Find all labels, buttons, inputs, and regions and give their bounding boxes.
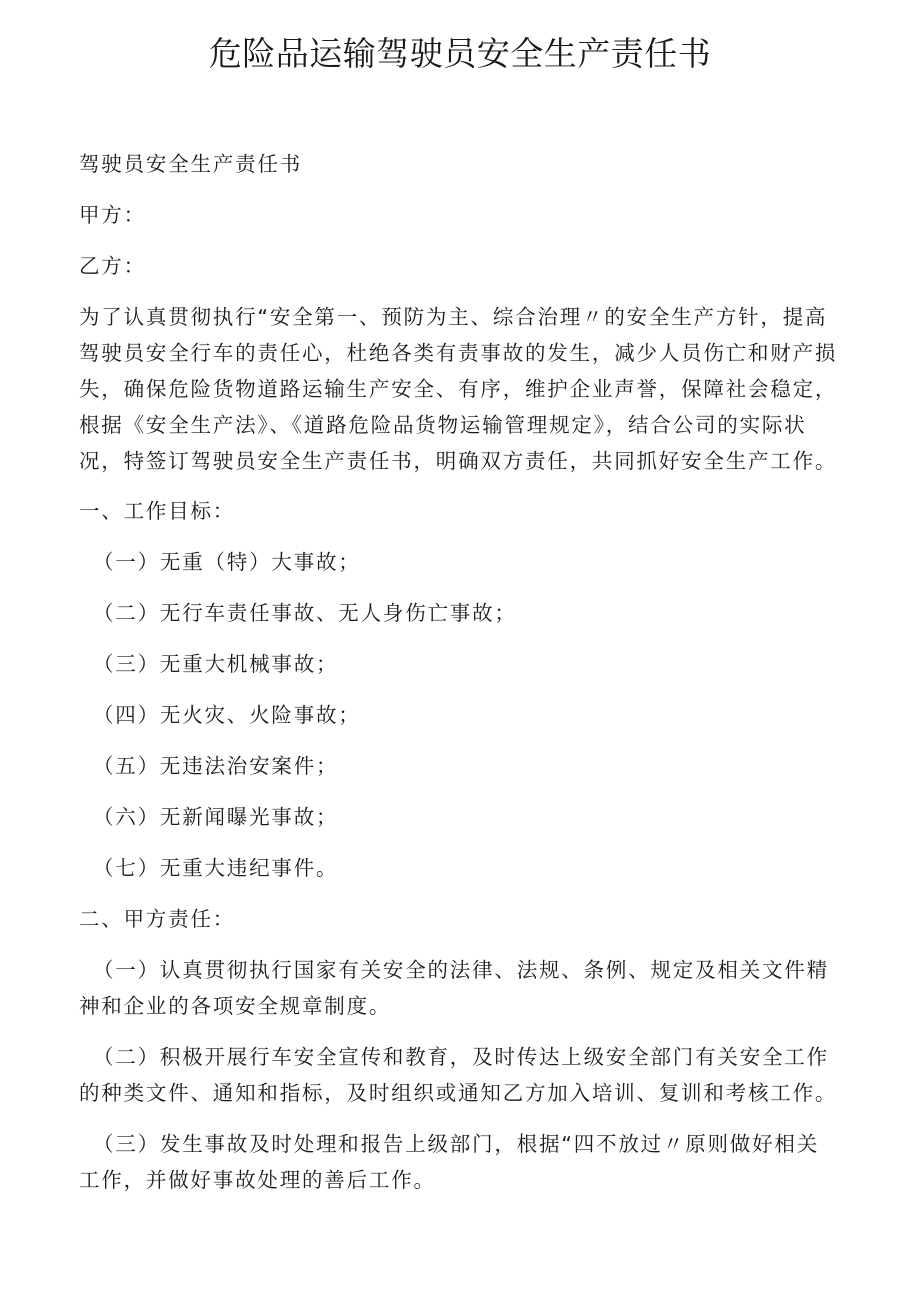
document-title: 危险品运输驾驶员安全生产责任书 [208, 34, 712, 73]
duty-line: 的种类文件、通知和指标，及时组织或通知乙方加入培训、复训和考核工作。 [79, 1081, 838, 1105]
goal-item: （四）无火灾、火险事故； [93, 703, 361, 727]
party-b-label: 乙方： [79, 254, 146, 278]
goal-item: （三）无重大机械事故； [93, 652, 339, 676]
goal-item: （二）无行车责任事故、无人身伤亡事故； [93, 601, 517, 625]
duty-line: （三）发生事故及时处理和报告上级部门，根据“四不放过〃原则做好相关 [93, 1132, 820, 1156]
duty-paragraph [79, 1126, 879, 1198]
duty-line: （二）积极开展行车安全宣传和教育，及时传达上级安全部门有关安全工作 [93, 1045, 829, 1069]
intro-line: 失，确保危险货物道路运输生产安全、有序，维护企业声誉，保障社会稳定， [79, 377, 838, 401]
duty-line: 工作，并做好事故处理的善后工作。 [79, 1168, 436, 1192]
duty-line: （一）认真贯彻执行国家有关安全的法律、法规、条例、规定及相关文件精 [93, 958, 829, 982]
party-a-label: 甲方： [79, 203, 146, 227]
intro-line: 根据《安全生产法》、《道路危险品货物运输管理规定》，结合公司的实际状 [79, 413, 807, 437]
goal-item: （五）无违法治安案件； [93, 754, 339, 778]
goal-item: （六）无新闻曝光事故； [93, 805, 339, 829]
section-heading-party-a-duties: 二、甲方责任： [79, 907, 236, 931]
duty-paragraph [79, 1039, 879, 1111]
duty-paragraph [79, 952, 879, 1024]
document-body [79, 147, 879, 1198]
goal-item: （七）无重大违纪事件。 [93, 856, 339, 880]
intro-line: 为了认真贯彻执行“安全第一、预防为主、综合治理〃的安全生产方针，提高 [79, 305, 828, 329]
subtitle: 驾驶员安全生产责任书 [79, 152, 302, 176]
duty-line: 神和企业的各项安全规章制度。 [79, 994, 392, 1018]
intro-line: 驾驶员安全行车的责任心，杜绝各类有责事故的发生，减少人员伤亡和财产损 [79, 341, 838, 365]
section-heading-goals: 一、工作目标： [79, 499, 236, 523]
intro-paragraph [79, 299, 879, 479]
goal-item: （一）无重（特）大事故； [93, 550, 361, 574]
intro-line: 况，特签订驾驶员安全生产责任书，明确双方责任，共同抓好安全生产工作。 [79, 449, 838, 473]
